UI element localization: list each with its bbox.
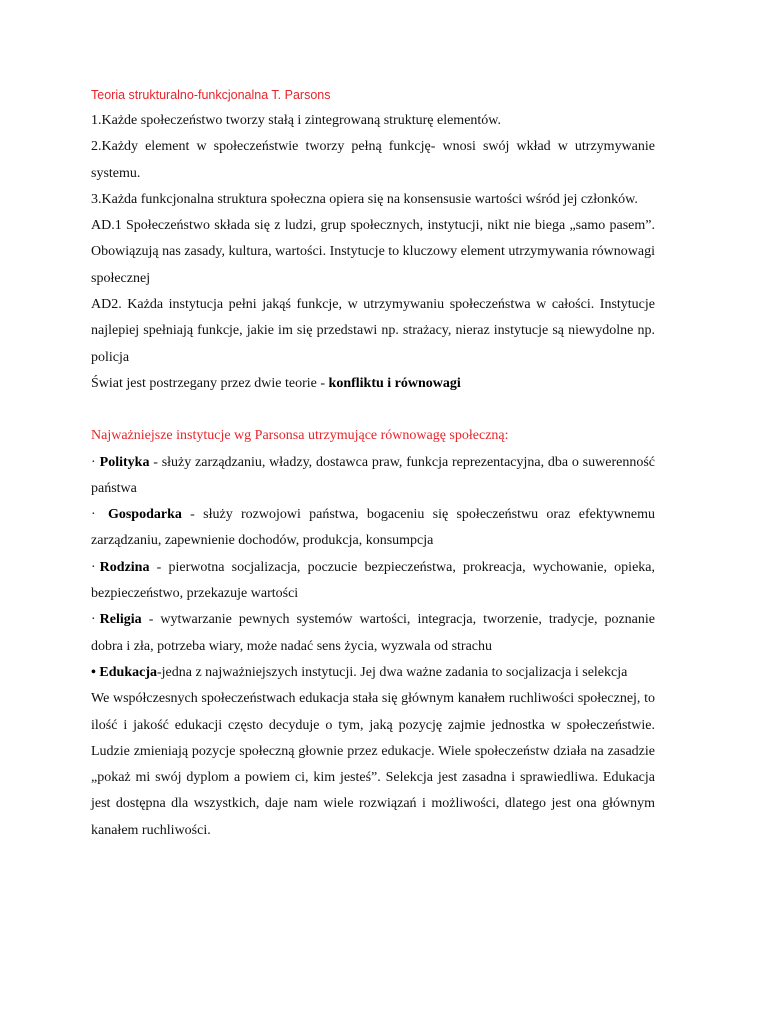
bold-bullet-icon: • [91, 664, 96, 680]
paragraph-1: 1.Każde społeczeństwo tworzy stałą i zintegrowaną strukturę elementów. [91, 113, 501, 128]
document-body [91, 86, 655, 844]
institution-desc: - służy rozwojowi państwa, bogaceniu się społeczeństwu oraz efektywnemu zarządzaniu, zapewnienie dochodów, produkcja, konsumpcja [91, 507, 655, 549]
institution-desc: - wytwarzanie pewnych systemów wartości, integracja, tworzenie, tradycje, poznanie dobra i zła, potrzeba wiary, może nadać sens życia, wyzwala od strachu [91, 612, 655, 654]
bullet-icon: · [91, 559, 96, 575]
institution-name: Polityka [99, 454, 150, 470]
paragraph-ad2: AD2. Każda instytucja pełni jakąś funkcje, w utrzymywaniu społeczeństwa w całości. Instytucje najlepiej spełniają funkcje, jakie im się przedstawi np. strażacy, nieraz instytucje są niewydolne np. policja [91, 297, 655, 365]
institutions-heading: Najważniejsze instytucje wg Parsonsa utrzymujące równowagę społeczną: [91, 428, 509, 444]
institution-name: Edukacja [99, 664, 157, 680]
bullet-icon: · [91, 454, 96, 470]
document-title: Teoria strukturalno-funkcjonalna T. Parsons [91, 88, 331, 102]
spacer [91, 397, 655, 423]
institution-item-rodzina [91, 555, 655, 608]
education-paragraph: We współczesnych społeczeństwach edukacja stała się głównym kanałem ruchliwości społecznej, to ilość i jakość edukacji często decyduje o tym, jaką pozycję zajmie jednostka w społeczeństwie. Ludzie zmieniają pozycje społeczną głownie przez edukacje. Wiele społeczeństw działa na zasadzie „pokaż mi swój dyplom a powiem ci, kim jesteś”. Selekcja jest zasadna i sprawiedliwa. Edukacja jest dostępna dla wszystkich, daje nam wiele rozwiązań i możliwości, dlatego jest ona głównym kanałem ruchliwości. [91, 691, 655, 838]
institution-item-gospodarka [91, 502, 655, 555]
institution-item-polityka [91, 450, 655, 503]
bullet-icon: · [91, 612, 96, 628]
paragraph-3: 3.Każda funkcjonalna struktura społeczna opiera się na konsensusie wartości wśród jej członków. [91, 191, 638, 207]
paragraph-ad1: AD.1 Społeczeństwo składa się z ludzi, grup społecznych, instytucji, nikt nie biega „samo pasem”. Obowiązują nas zasady, kultura, wartości. Instytucje to kluczowy element utrzymywania równowagi społecznej [91, 218, 655, 286]
world-theories-line [91, 371, 655, 397]
institution-desc: -jedna z najważniejszych instytucji. Jej dwa ważne zadania to socjalizacja i selekcja [156, 664, 628, 680]
institution-name: Religia [99, 612, 142, 628]
bullet-icon: · [91, 507, 96, 523]
paragraph-2: 2.Każdy element w społeczeństwie tworzy pełną funkcję- wnosi swój wkład w utrzymywanie systemu. [91, 139, 655, 181]
institution-name: Gospodarka [107, 507, 182, 523]
institution-name: Rodzina [99, 559, 150, 575]
world-theories-text: Świat jest postrzegany przez dwie teorie - [91, 375, 329, 391]
institution-desc: - pierwotna socjalizacja, poczucie bezpieczeństwa, prokreacja, wychowanie, opieka, bezpieczeństwo, przekazuje wartości [91, 559, 655, 602]
institution-desc: - służy zarządzaniu, władzy, dostawca praw, funkcja reprezentacyjna, dba o suwerenność państwa [91, 454, 655, 496]
institution-item-religia [91, 607, 655, 660]
institution-item-edukacja [91, 660, 655, 686]
world-theories-bold: konfliktu i równowagi [328, 375, 461, 391]
